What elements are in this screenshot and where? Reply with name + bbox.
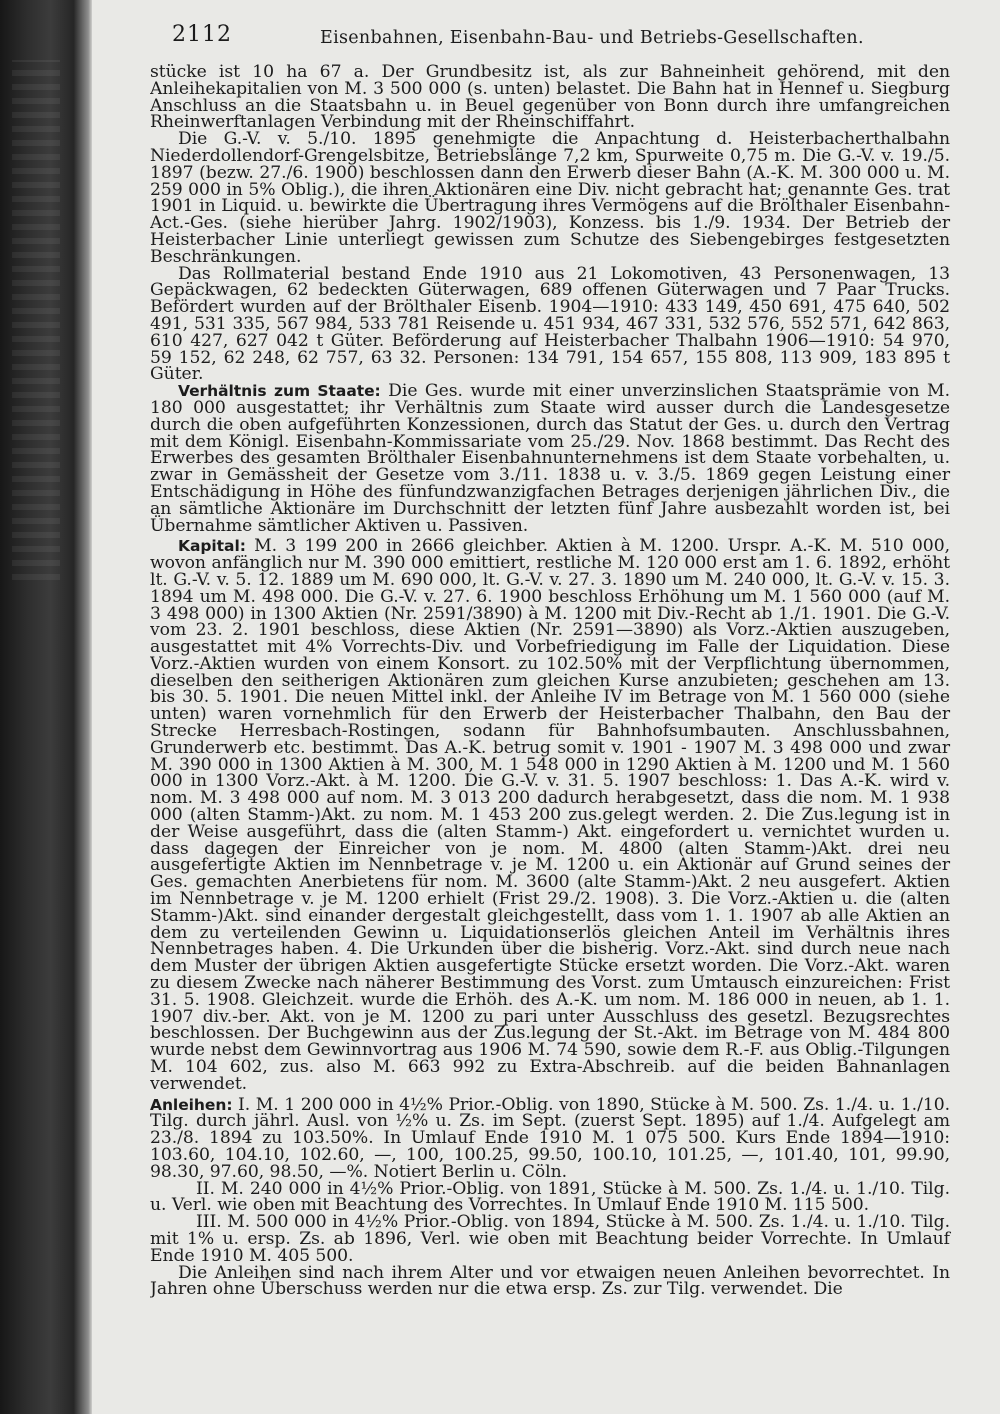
document-page — [150, 14, 965, 1404]
section-anleihen — [150, 1094, 950, 1182]
paragraph-rollmaterial: Das Rollmaterial bestand Ende 1910 aus 21 Lokomotiven, 43 Personenwagen, 13 Gepäckwagen, 62 bedeckten Güterwagen, 689 offenen Güterwagen und 7 Paar Trucks. Befördert wurden auf der Brölthaler Eisenb. 1904—1910: 433 149, 450 691, 475 640, 502 491, 531 335, 567 984, 533 781 Reisende u. 451 934, 467 331, 532 576, 552 571, 642 863, 610 427, 627 042 t Güter. Beförderung auf Heisterbacher Thalbahn 1906—1910: 54 970, 59 152, 62 248, 62 757, 63 32. Personen: 134 791, 154 657, 155 808, 113 909, 183 895 t Güter. — [150, 263, 950, 385]
paragraph-anleihe-iii: III. M. 500 000 in 4½% Prior.-Oblig. von 1894, Stücke à M. 500. Zs. 1./4. u. 1./10. Tilg. mit 1% u. ersp. Zs. ab 1896, Verl. wie oben mit Beachtung beider Vorrechte. In Umlauf Ende 1910 M. 405 500. — [150, 1212, 950, 1266]
section-text: Die Ges. wurde mit einer unverzinslichen Staatsprämie von M. 180 000 ausgestattet; ihr Verhältnis zum Staate wird ausser durch die Landesgesetze durch die oben aufgeführten Konzessionen, durch das Statut der Ges. u. durch den Vertrag mit dem Königl. Eisenbahn-Kommissariate vom 25./29. Nov. 1868 bestimmt. Das Recht des Erwerbes des gesamten Brölthaler Eisenbahnunternehmens ist dem Staate vorbehalten, u. zwar in Gemässheit der Gesetze vom 3./11. 1838 u. v. 3./5. 1869 gegen Leistung einer Entschädigung in Höhe des fünfundzwanzigfachen Betrages derjenigen jährlichen Div., die an sämtliche Aktionäre im Durchschnitt der letzten fünf Jahre ausbezahlt worden ist, bei Übernahme sämtlicher Aktiven u. Passiven. — [150, 381, 950, 536]
section-text: M. 3 199 200 in 2666 gleichber. Aktien à M. 1200. Urspr. A.-K. M. 510 000, wovon anfänglich nur M. 390 000 emittiert, restliche M. 120 000 erst am 1. 6. 1892, erhöht lt. G.-V. v. 5. 12. 1889 um M. 690 000, lt. G.-V. v. 27. 3. 1890 um M. 240 000, lt. G.-V. v. 15. 3. 1894 um M. 498 000. Die G.-V. v. 27. 6. 1900 beschloss Erhöhung um M. 1 560 000 (auf M. 3 498 000) in 1300 Aktien (Nr. 2591/3890) à M. 1200 mit Div.-Recht ab 1./1. 1901. Die G.-V. vom 23. 2. 1901 beschloss, diese Aktien (Nr. 2591—3890) als Vorz.-Aktien auszugeben, ausgestattet mit 4% Vorrechts-Div. und Vorbefriedigung im Falle der Liquidation. Diese Vorz.-Aktien wurden von einem Konsort. zu 102.50% mit der Verpflichtung übernommen, dieselben den seitherigen Aktionären zum gleichen Kurse anzubieten; geschehen am 13. bis 30. 5. 1901. Die neuen Mittel inkl. der Anleihe IV im Betrage von M. 1 560 000 (siehe unten) waren vornehmlich für den Erwerb der Heisterbacher Thalbahn, den Bau der Strecke Herresbach-Rostingen, sodann für Bahnhofsumbauten. Anschlussbahnen, Grunderwerb etc. bestimmt. Das A.-K. betrug somit v. 1901 - 1907 M. 3 498 000 und zwar M. 390 000 in 1300 Aktien à M. 300, M. 1 548 000 in 1290 Aktien à M. 1200 und M. 1 560 000 in 1300 Vorz.-Akt. à M. 1200. Die G.-V. v. 31. 5. 1907 beschloss: 1. Das A.-K. wird v. nom. M. 3 498 000 auf nom. M. 3 013 200 dadurch herabgesetzt, dass die nom. M. 1 938 000 (alten Stamm-)Akt. zu nom. M. 1 453 200 zus.gelegt werden. 2. Die Zus.legung ist in der Weise ausgeführt, dass die (alten Stamm-) Akt. eingefordert u. vernichtet wurden u. dass dagegen der Einreicher von je nom. M. 4800 (alten Stamm-)Akt. drei neu ausgefertigte Aktien im Nennbetrage v. je M. 1200 u. ein Aktionär auf Grund seines der Ges. gemachten Anerbietens für nom. M. 3600 (alte Stamm-)Akt. 2 neu ausgefert. Aktien im Nennbetrage v. je M. 1200 erhielt (Frist 29./2. 1908). 3. Die Vorz.-Aktien u. die (alten Stamm-)Akt. sind einander dergestalt gleichgestellt, dass vom 1. 1. 1907 ab alle Aktien an dem zu verteilenden Gewinn u. Liquidationserlös gleichen Anteil im Verhältnis ihres Nennbetrages haben. 4. Die Urkunden über die bisherig. Vorz.-Akt. sind durch neue nach dem Muster der übrigen Aktien ausgefertigte Stücke ersetzt worden. Die Vorz.-Akt. waren zu diesem Zwecke nach näherer Bestimmung des Vorst. zum Umtausch einzureichen: Frist 31. 5. 1908. Gleichzeit. wurde die Erhöh. des A.-K. um nom. M. 186 000 in neuen, ab 1. 1. 1907 div.-ber. Akt. von je M. 1200 zu pari unter Ausschluss des gesetzl. Bezugsrechtes beschlossen. Der Buchgewinn aus der Zus.legung der St.-Akt. im Betrage von M. 484 800 wurde nebst dem Gewinnvortrag aus 1906 M. 74 590, sowie dem R.-F. aus Oblig.-Tilgungen M. 104 602, zus. also M. 663 992 zu Extra-Abschreib. auf die beiden Bahnanlagen verwendet. — [150, 536, 950, 1094]
section-heading: Anleihen: — [150, 1095, 233, 1114]
section-heading: Kapital: — [178, 537, 246, 556]
book-binding — [0, 0, 92, 1414]
section-text: I. M. 1 200 000 in 4½% Prior.-Oblig. von 1890, Stücke à M. 500. Zs. 1./4. u. 1./10. Tilg. durch jährl. Ausl. von ½% u. Zs. im Sept. (zuerst Sept. 1895) auf 1./4. Aufgelegt am 23./8. 1894 zu 103.50%. In Umlauf Ende 1910 M. 1 075 500. Kurs Ende 1894—1910: 103.60, 104.10, 102.60, —, 100, 100.25, 99.50, 100.10, 101.25, —, 101.40, 101, 99.90, 98.30, 97.60, 98.50, —%. Notiert Berlin u. Cöln. — [150, 1094, 950, 1182]
section-kapital — [150, 538, 950, 1092]
paragraph-heisterbacherthalbahn: Die G.-V. v. 5./10. 1895 genehmigte die Anpachtung d. Heisterbacherthalbahn Niederdollendorf-Grengelsbitze, Betriebslänge 7,2 km, Spurweite 0,75 m. Die G.-V. v. 19./5. 1897 (bezw. 27./6. 1900) beschlossen dann den Erwerb dieser Bahn (A.-K. M. 300 000 u. M. 259 000 in 5% Oblig.), die ihren Aktionären eine Div. nicht gebracht hat; genannte Ges. trat 1901 in Liquid. u. bewirkte die Übertragung ihres Vermögens auf die Brölthaler Eisenbahn-Act.-Ges. (siehe hierüber Jahrg. 1902/1903), Konzess. bis 1./9. 1934. Der Betrieb der Heisterbacher Linie unterliegt gewissen zum Schutze des Siebengebirges festgesetzten Beschränkungen. — [150, 129, 950, 267]
running-title: Eisenbahnen, Eisenbahn-Bau- und Betriebs-Gesellschaften. — [320, 28, 864, 48]
paragraph-anleihen-vorrecht: Die Anleihen sind nach ihrem Alter und vor etwaigen neuen Anleihen bevorrechtet. In Jahren ohne Überschuss werden nur die etwa ersp. Zs. zur Tilg. verwendet. Die — [150, 1262, 950, 1300]
page-header — [150, 14, 965, 54]
page-body — [150, 64, 950, 1298]
section-verhaeltnis-zum-staate — [150, 383, 950, 534]
paragraph-anleihe-ii: II. M. 240 000 in 4½% Prior.-Oblig. von 1891, Stücke à M. 500. Zs. 1./4. u. 1./10. Tilg. u. Verl. wie oben mit Beachtung des Vorrechtes. In Umlauf Ende 1910 M. 115 500. — [150, 1178, 950, 1216]
page-number: 2112 — [172, 22, 232, 47]
paragraph-grundbesitz: stücke ist 10 ha 67 a. Der Grundbesitz ist, als zur Bahneinheit gehörend, mit den Anleihekapitalien von M. 3 500 000 (s. unten) belastet. Die Bahn hat in Hennef u. Siegburg Anschluss an die Staatsbahn u. in Beuel gegenüber von Bonn durch ihre umfangreichen Rheinwerftanlagen Verbindung mit der Rheinschiffahrt. — [150, 62, 950, 133]
section-heading: Verhältnis zum Staate: — [178, 382, 381, 401]
